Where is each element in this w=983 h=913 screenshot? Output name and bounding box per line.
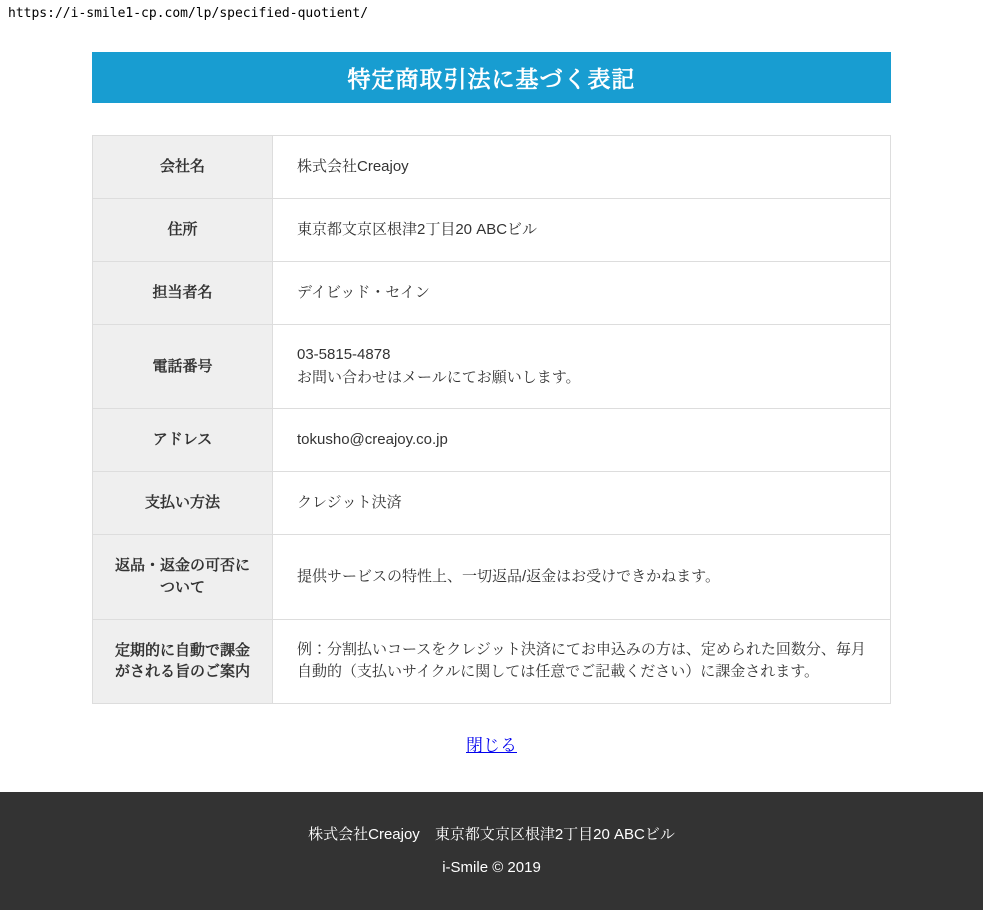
table-row — [93, 472, 890, 535]
close-link[interactable]: 閉じる — [466, 736, 517, 755]
page-title-banner — [92, 52, 891, 103]
row-value-line: デイビッド・セイン — [297, 283, 430, 301]
page-url: https://i-smile1-cp.com/lp/specified-quotient/ — [8, 6, 369, 21]
row-value-line: 提供サービスの特性上、一切返品/返金はお受けできかねます。 — [297, 567, 720, 585]
table-row — [93, 620, 890, 704]
table-row — [93, 409, 890, 472]
row-value-line: 03-5815-4878 — [297, 346, 391, 363]
row-label: アドレス — [93, 409, 273, 471]
tokusho-info-table — [92, 135, 891, 704]
row-value — [273, 409, 890, 471]
table-row — [93, 325, 890, 409]
row-label: 電話番号 — [93, 325, 273, 408]
table-row — [93, 262, 890, 325]
table-row — [93, 199, 890, 262]
row-label: 担当者名 — [93, 262, 273, 324]
table-row — [93, 136, 890, 199]
footer — [0, 792, 983, 910]
row-value-line: お問い合わせはメールにてお願いします。 — [297, 368, 581, 386]
row-label: 住所 — [93, 199, 273, 261]
row-value — [273, 262, 890, 324]
row-value — [273, 325, 890, 408]
row-value — [273, 535, 890, 619]
footer-copyright: i-Smile © 2019 — [442, 859, 541, 876]
row-label: 会社名 — [93, 136, 273, 198]
row-value — [273, 620, 890, 704]
row-value-line: 例：分割払いコースをクレジット決済にてお申込みの方は、定められた回数分、毎月自動的（支払いサイクルに関しては任意でご記載ください）に課金されます。 — [297, 640, 866, 681]
row-value-line: クレジット決済 — [297, 493, 402, 511]
footer-company-address: 株式会社Creajoy 東京都文京区根津2丁目20 ABCビル — [308, 826, 675, 843]
row-value — [273, 136, 890, 198]
row-value — [273, 199, 890, 261]
row-label: 定期的に自動で課金がされる旨のご案内 — [93, 620, 273, 704]
row-value-line: 株式会社Creajoy — [297, 157, 409, 175]
table-row — [93, 535, 890, 620]
page-title: 特定商取引法に基づく表記 — [347, 66, 636, 92]
row-value-line: 東京都文京区根津2丁目20 ABCビル — [297, 220, 538, 238]
row-label: 支払い方法 — [93, 472, 273, 534]
close-link-container — [92, 731, 891, 792]
row-value-line: tokusho@creajoy.co.jp — [297, 430, 448, 448]
main-content — [92, 52, 891, 792]
row-label: 返品・返金の可否について — [93, 535, 273, 619]
row-value — [273, 472, 890, 534]
